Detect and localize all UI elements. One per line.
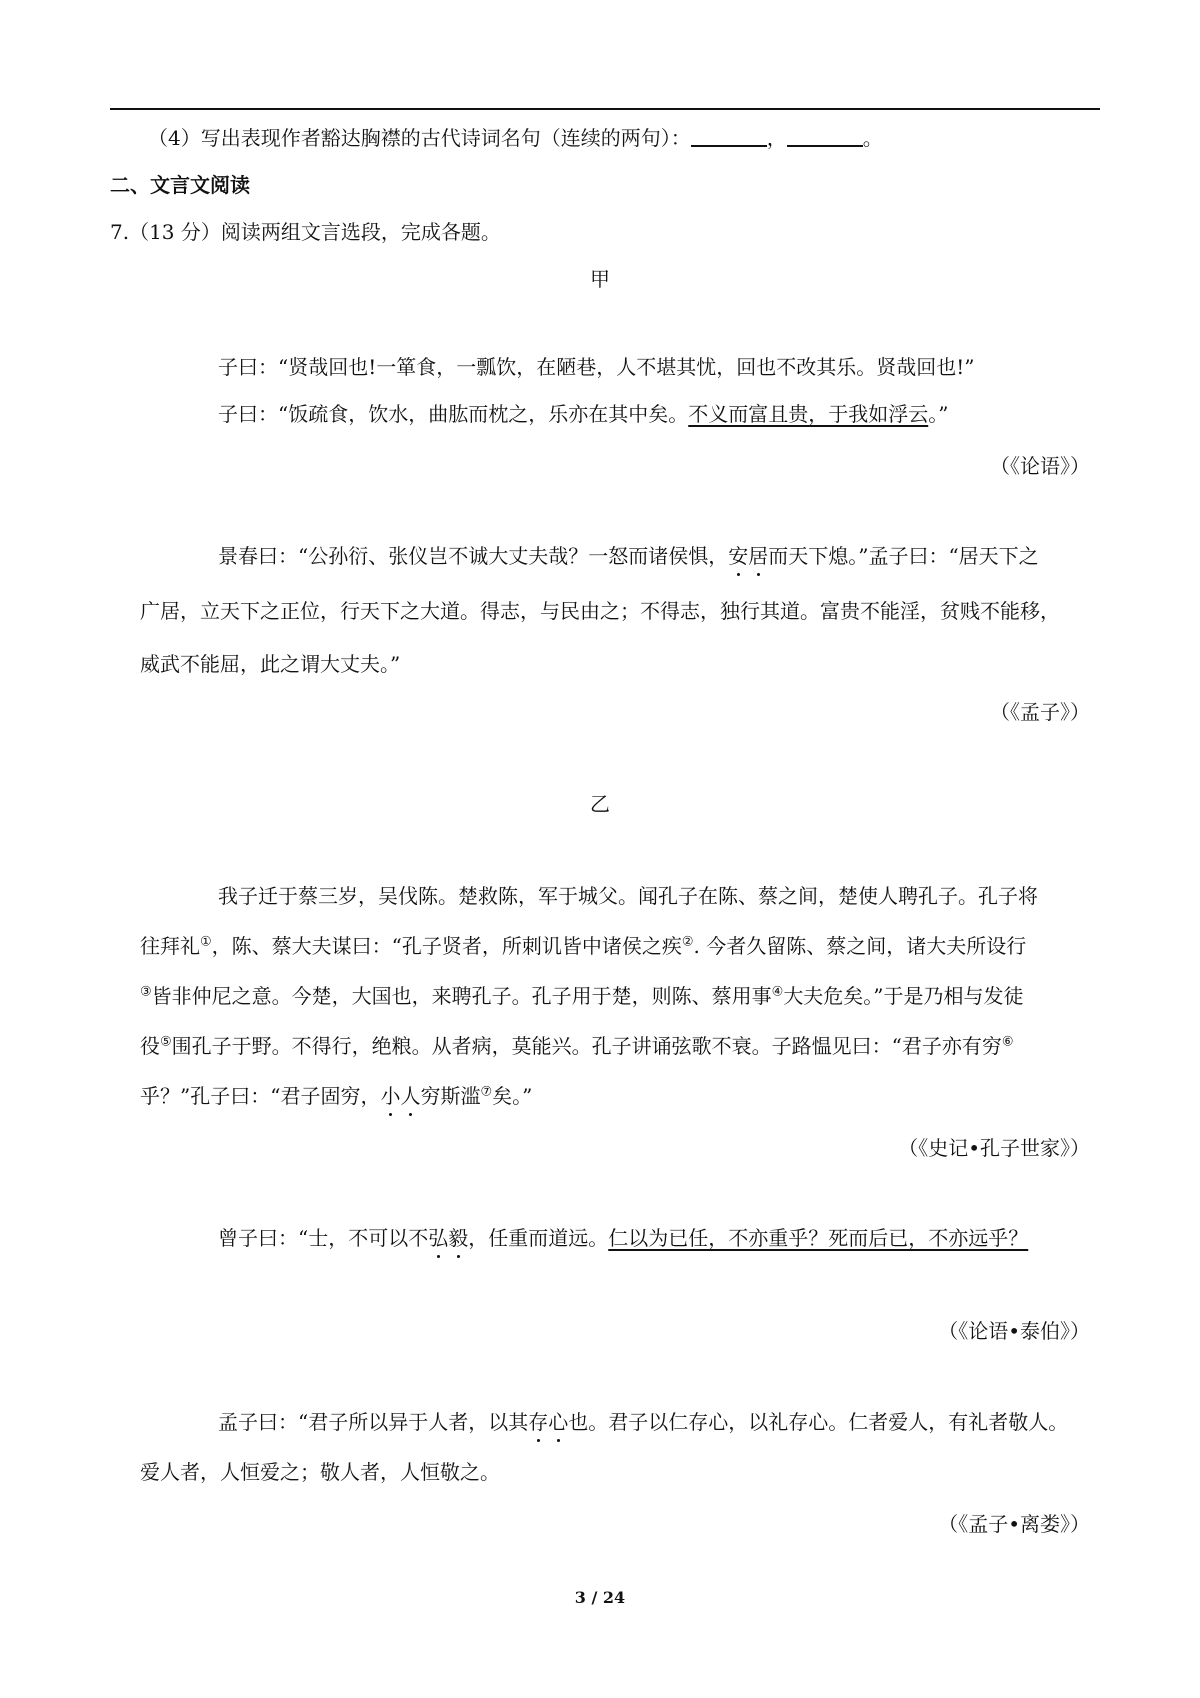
- yi-paragraph-1-line-1: 我子迁于蔡三岁，吴伐陈。楚救陈，军于城父。闻孔子在陈、蔡之间，楚使人聘孔子。孔子将: [218, 884, 1038, 908]
- section-title: 二、文言文阅读: [110, 173, 250, 197]
- passage-jia-heading: 甲: [590, 267, 610, 291]
- footnote-3: ③: [140, 984, 152, 1000]
- yi-paragraph-1-line-4: 役⑤围孔子于野。不得行，绝粮。从者病，莫能兴。孔子讲诵弦歌不衰。子路愠见曰：“君子亦有穷⑥: [140, 1034, 1014, 1058]
- source-mengzi-lilou: （《孟子•离娄》）: [938, 1512, 1090, 1536]
- jia-paragraph-3-line-1: 景春曰：“公孙衍、张仪岂不诚大丈夫哉？一怒而诸侯惧，安居而天下熄。”孟子曰：“居天下之: [218, 544, 1039, 568]
- question-4: （4）写出表现作者豁达胸襟的古代诗词名句（连续的两句）： ， 。: [148, 126, 883, 150]
- jia-paragraph-1: 子曰：“贤哉回也!一箪食，一瓢饮，在陋巷，人不堪其忧，回也不改其乐。贤哉回也!”: [218, 355, 975, 379]
- footnote-2: ②: [681, 934, 694, 950]
- yi-paragraph-1-line-5: 乎？”孔子曰：“君子固穷，小人穷斯滥⑦矣。”: [140, 1084, 533, 1108]
- yi-paragraph-1-line-2: 往拜礼①，陈、蔡大夫谋曰：“孔子贤者，所刺讥皆中诸侯之疾②. 今者久留陈、蔡之间，诸大夫所设行: [140, 934, 1027, 958]
- yi-paragraph-1-line-3: ③皆非仲尼之意。今楚，大国也，来聘孔子。孔子用于楚，则陈、蔡用事④大夫危矣。”于是乃相与发徒: [140, 984, 1024, 1008]
- dotted-char-an: 安: [728, 544, 749, 568]
- mengzi-paragraph-line-1: 孟子曰：“君子所以异于人者，以其存心也。君子以仁存心，以礼存心。仁者爱人，有礼者敬人。: [218, 1410, 1069, 1434]
- underlined-sentence-jia: 不义而富且贵，于我如浮云: [688, 402, 929, 426]
- dotted-char-cun: 存: [528, 1410, 549, 1434]
- jia-paragraph-3-line-3: 威武不能屈，此之谓大丈夫。”: [140, 652, 401, 676]
- dotted-char-xiao: 小: [380, 1084, 401, 1108]
- footnote-7: ⑦: [480, 1084, 493, 1100]
- source-shiji: （《史记•孔子世家》）: [898, 1136, 1090, 1160]
- dotted-char-hong: 弘: [428, 1226, 449, 1250]
- dotted-char-yi: 毅: [448, 1226, 469, 1250]
- dotted-char-xin: 心: [548, 1410, 569, 1434]
- answer-blank-1[interactable]: [691, 127, 767, 147]
- answer-blank-2[interactable]: [787, 127, 863, 147]
- underlined-sentence-yi: 仁以为已任，不亦重乎？死而后已，不亦远乎？: [608, 1226, 1029, 1250]
- jia-paragraph-2: 子曰：“饭疏食，饮水，曲肱而枕之，乐亦在其中矣。不义而富且贵，于我如浮云。”: [218, 402, 949, 426]
- question-4-text: （4）写出表现作者豁达胸襟的古代诗词名句（连续的两句）：: [148, 126, 691, 150]
- source-mengzi: （《孟子》）: [990, 700, 1090, 724]
- jia-paragraph-3-line-2: 广居，立天下之正位，行天下之大道。得志，与民由之；不得志，独行其道。富贵不能淫，贫贱不能移，: [140, 599, 1060, 623]
- dotted-char-ju: 居: [748, 544, 769, 568]
- source-lunyu: （《论语》）: [990, 454, 1090, 478]
- footnote-5: ⑤: [160, 1034, 172, 1050]
- header-rule: [110, 108, 1100, 110]
- dotted-char-ren: 人: [400, 1084, 421, 1108]
- zengzi-paragraph: 曾子曰：“士，不可以不弘毅，任重而道远。仁以为已任，不亦重乎？死而后已，不亦远乎？: [218, 1226, 1029, 1250]
- source-lunyu-taibo: （《论语•泰伯》）: [938, 1319, 1090, 1343]
- footnote-1: ①: [200, 934, 212, 950]
- question-7-title: 7.（13 分）阅读两组文言选段，完成各题。: [110, 220, 501, 244]
- footnote-6: ⑥: [1001, 1034, 1014, 1050]
- page-number: 3 / 24: [574, 1588, 626, 1607]
- mengzi-paragraph-line-2: 爱人者，人恒爱之；敬人者，人恒敬之。: [140, 1460, 500, 1484]
- passage-yi-heading: 乙: [590, 792, 610, 816]
- footnote-4: ④: [771, 984, 784, 1000]
